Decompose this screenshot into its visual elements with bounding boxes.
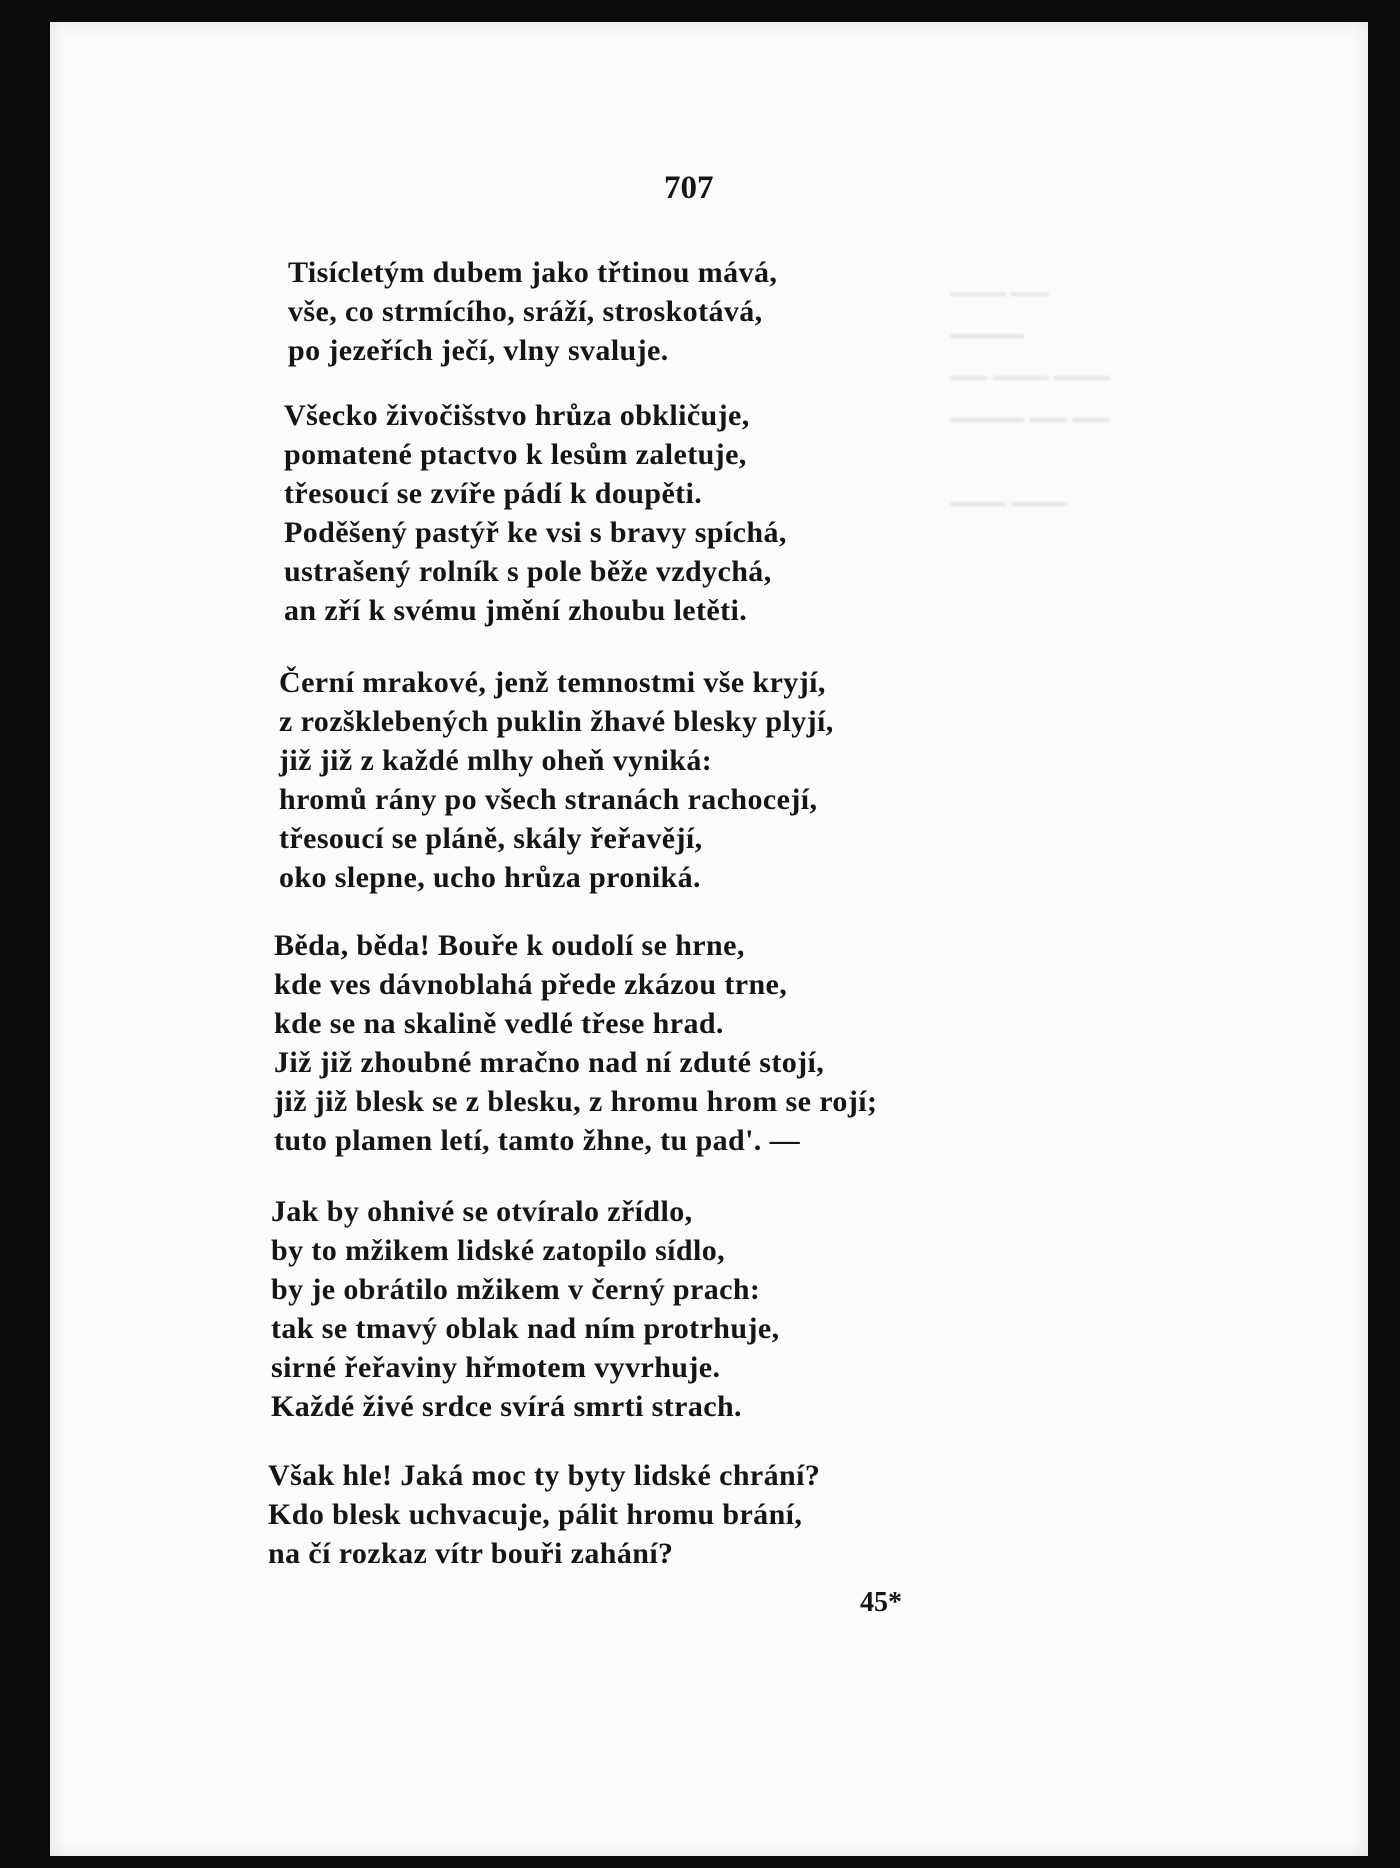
page-number: 707	[664, 170, 714, 206]
stanza	[274, 926, 877, 1160]
poem-line: oko slepne, ucho hrůza proniká.	[279, 861, 701, 894]
poem-line: vše, co strmícího, sráží, stroskotává,	[288, 295, 763, 328]
stanza	[279, 663, 834, 897]
poem-line: hromů rány po všech stranách rachocejí,	[279, 783, 818, 816]
poem-line: by je obrátilo mžikem v černý prach:	[271, 1273, 761, 1306]
poem-line: Jak by ohnivé se otvíralo zřídlo,	[271, 1195, 693, 1228]
stanza	[284, 396, 787, 630]
poem-line: Běda, běda! Bouře k oudolí se hrne,	[274, 929, 745, 962]
poem-line: tuto plamen letí, tamto žhne, tu pad'. —	[274, 1124, 800, 1157]
poem-line: kde ves dávnoblahá přede zkázou trne,	[274, 968, 788, 1001]
poem-line: Kdo blesk uchvacuje, pálit hromu brání,	[268, 1498, 803, 1531]
poem-line: Každé živé srdce svírá smrti strach.	[271, 1390, 742, 1423]
poem-line: Černí mrakové, jenž temnostmi vše kryjí,	[279, 666, 826, 699]
poem-line: Poděšený pastýř ke vsi s bravy spíchá,	[284, 516, 787, 549]
poem-line: kde se na skalině vedlé třese hrad.	[274, 1007, 724, 1040]
poem-line: po jezeřích ječí, vlny svaluje.	[288, 334, 669, 367]
poem-line: Již již zhoubné mračno nad ní zduté stojí,	[274, 1046, 825, 1079]
poem-line: třesoucí se zvíře pádí k doupěti.	[284, 477, 703, 510]
poem-line: by to mžikem lidské zatopilo sídlo,	[271, 1234, 726, 1267]
poem-line: sirné řeřaviny hřmotem vyvrhuje.	[271, 1351, 721, 1384]
poem-line: an zří k svému jmění zhoubu letěti.	[284, 594, 748, 627]
poem-line: ustrašený rolník s pole běže vzdychá,	[284, 555, 772, 588]
stanza	[288, 253, 777, 370]
stanza	[268, 1456, 820, 1573]
poem-line: na čí rozkaz vítr bouři zahání?	[268, 1537, 674, 1570]
poem-line: Však hle! Jaká moc ty byty lidské chrání?	[268, 1459, 821, 1492]
poem-line: pomatené ptactvo k lesům zaletuje,	[284, 438, 747, 471]
poem-line: již již blesk se z blesku, z hromu hrom se rojí;	[274, 1085, 878, 1118]
poem-line: z rozšklebených puklin žhavé blesky plyjí,	[279, 705, 834, 738]
poem-line: Všecko živočišstvo hrůza obkličuje,	[284, 399, 750, 432]
poem-line: třesoucí se pláně, skály řeřavějí,	[279, 822, 703, 855]
poem-line: již již z každé mlhy oheň vyniká:	[279, 744, 713, 777]
poem-line: Tisícletým dubem jako třtinou mává,	[288, 256, 778, 289]
bleed-through-texture: ▁▁▁ ▁▁ ▁▁▁▁ ▁▁ ▁▁▁ ▁▁▁ ▁▁▁▁ ▁▁ ▁▁ ▁▁▁ ▁▁▁	[950, 270, 1110, 506]
stanza	[271, 1192, 779, 1426]
signature-mark: 45*	[860, 1587, 902, 1618]
poem-line: tak se tmavý oblak nad ním protrhuje,	[271, 1312, 780, 1345]
